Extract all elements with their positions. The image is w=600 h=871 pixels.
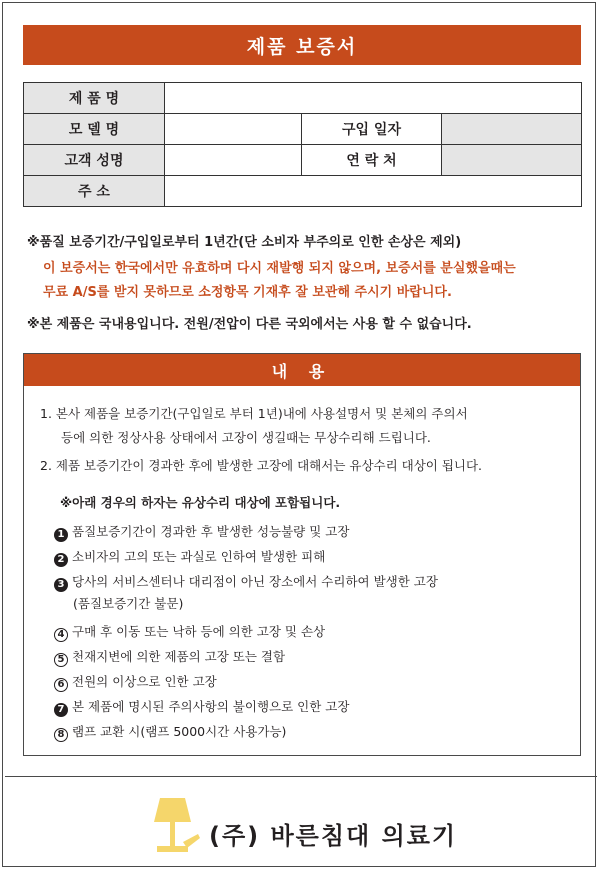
case-text: 소비자의 고의 또는 과실로 인하여 발생한 피해 [72,549,326,564]
customer-field[interactable] [165,145,302,176]
number-badge-icon: 1 [54,528,68,542]
number-badge-icon: 8 [54,728,68,742]
case-text: 구매 후 이동 또는 낙하 등에 의한 고장 및 손상 [72,624,326,639]
case-text: 램프 교환 시(램프 5000시간 사용가능) [72,724,287,739]
contact-label: 연 락 처 [302,145,442,176]
purchase-date-field[interactable] [442,114,582,145]
content-section [23,353,581,756]
validity-notice-line2: 무료 A/S를 받지 못하므로 소정항목 기재후 잘 보관해 주시기 바랍니다. [43,285,452,300]
case-item [54,547,325,567]
model-field[interactable] [165,114,302,145]
number-badge-icon: 2 [54,553,68,567]
warranty-period-notice: ※품질 보증기간/구입일로부터 1년간(단 소비자 부주의로 인한 손상은 제외) [27,235,462,250]
case-item [54,522,349,542]
case-item [54,697,349,717]
model-label: 모 델 명 [24,114,165,145]
case-item [54,722,286,742]
company-name: (주) 바른침대 의료기 [209,822,458,850]
page-title: 제품 보증서 [23,25,581,65]
case-item [54,622,325,642]
address-field[interactable] [165,176,582,207]
case-item [54,672,217,692]
footer-divider [5,776,597,777]
product-name-label: 제 품 명 [24,83,165,114]
domestic-use-notice: ※본 제품은 국내용입니다. 전원/전압이 다른 국외에서는 사용 할 수 없습니다. [27,317,472,332]
content-item-1-line1: 1. 본사 제품을 보증기간(구입일로 부터 1년)내에 사용설명서 및 본체의 주의서 [40,406,468,421]
case-text: 천재지변에 의한 제품의 고장 또는 결함 [72,649,286,664]
contact-field[interactable] [442,145,582,176]
validity-notice-line1: 이 보증서는 한국에서만 유효하며 다시 재발행 되지 않으며, 보증서를 분실했을때는 [43,261,516,276]
case-text: 전원의 이상으로 인한 고장 [72,674,217,689]
content-item-2: 2. 제품 보증기간이 경과한 후에 발생한 고장에 대해서는 유상수리 대상이 됩니다. [40,458,483,473]
case-text: 당사의 서비스센터나 대리점이 아닌 장소에서 수리하여 발생한 고장 [72,574,438,589]
number-badge-icon: 3 [54,578,68,592]
customer-label: 고객 성명 [24,145,165,176]
warranty-page [2,2,596,867]
footer [153,796,473,866]
number-badge-icon: 4 [54,628,68,642]
number-badge-icon: 6 [54,678,68,692]
purchase-date-label: 구입 일자 [302,114,442,145]
content-item-1-line2: 등에 의한 정상사용 상태에서 고장이 생길때는 무상수리해 드립니다. [61,430,431,445]
case-text: 본 제품에 명시된 주의사항의 불이행으로 인한 고장 [72,699,350,714]
content-heading: 내 용 [24,354,580,386]
warranty-form [23,82,582,207]
lamp-icon [153,796,203,856]
case-3-continuation: (품질보증기간 불문) [73,596,184,611]
case-item [54,647,285,667]
number-badge-icon: 5 [54,653,68,667]
number-badge-icon: 7 [54,703,68,717]
paid-repair-heading: ※아래 경우의 하자는 유상수리 대상에 포함됩니다. [60,495,341,510]
case-item [54,572,438,592]
product-name-field[interactable] [165,83,582,114]
address-label: 주 소 [24,176,165,207]
case-text: 품질보증기간이 경과한 후 발생한 성능불량 및 고장 [72,524,350,539]
